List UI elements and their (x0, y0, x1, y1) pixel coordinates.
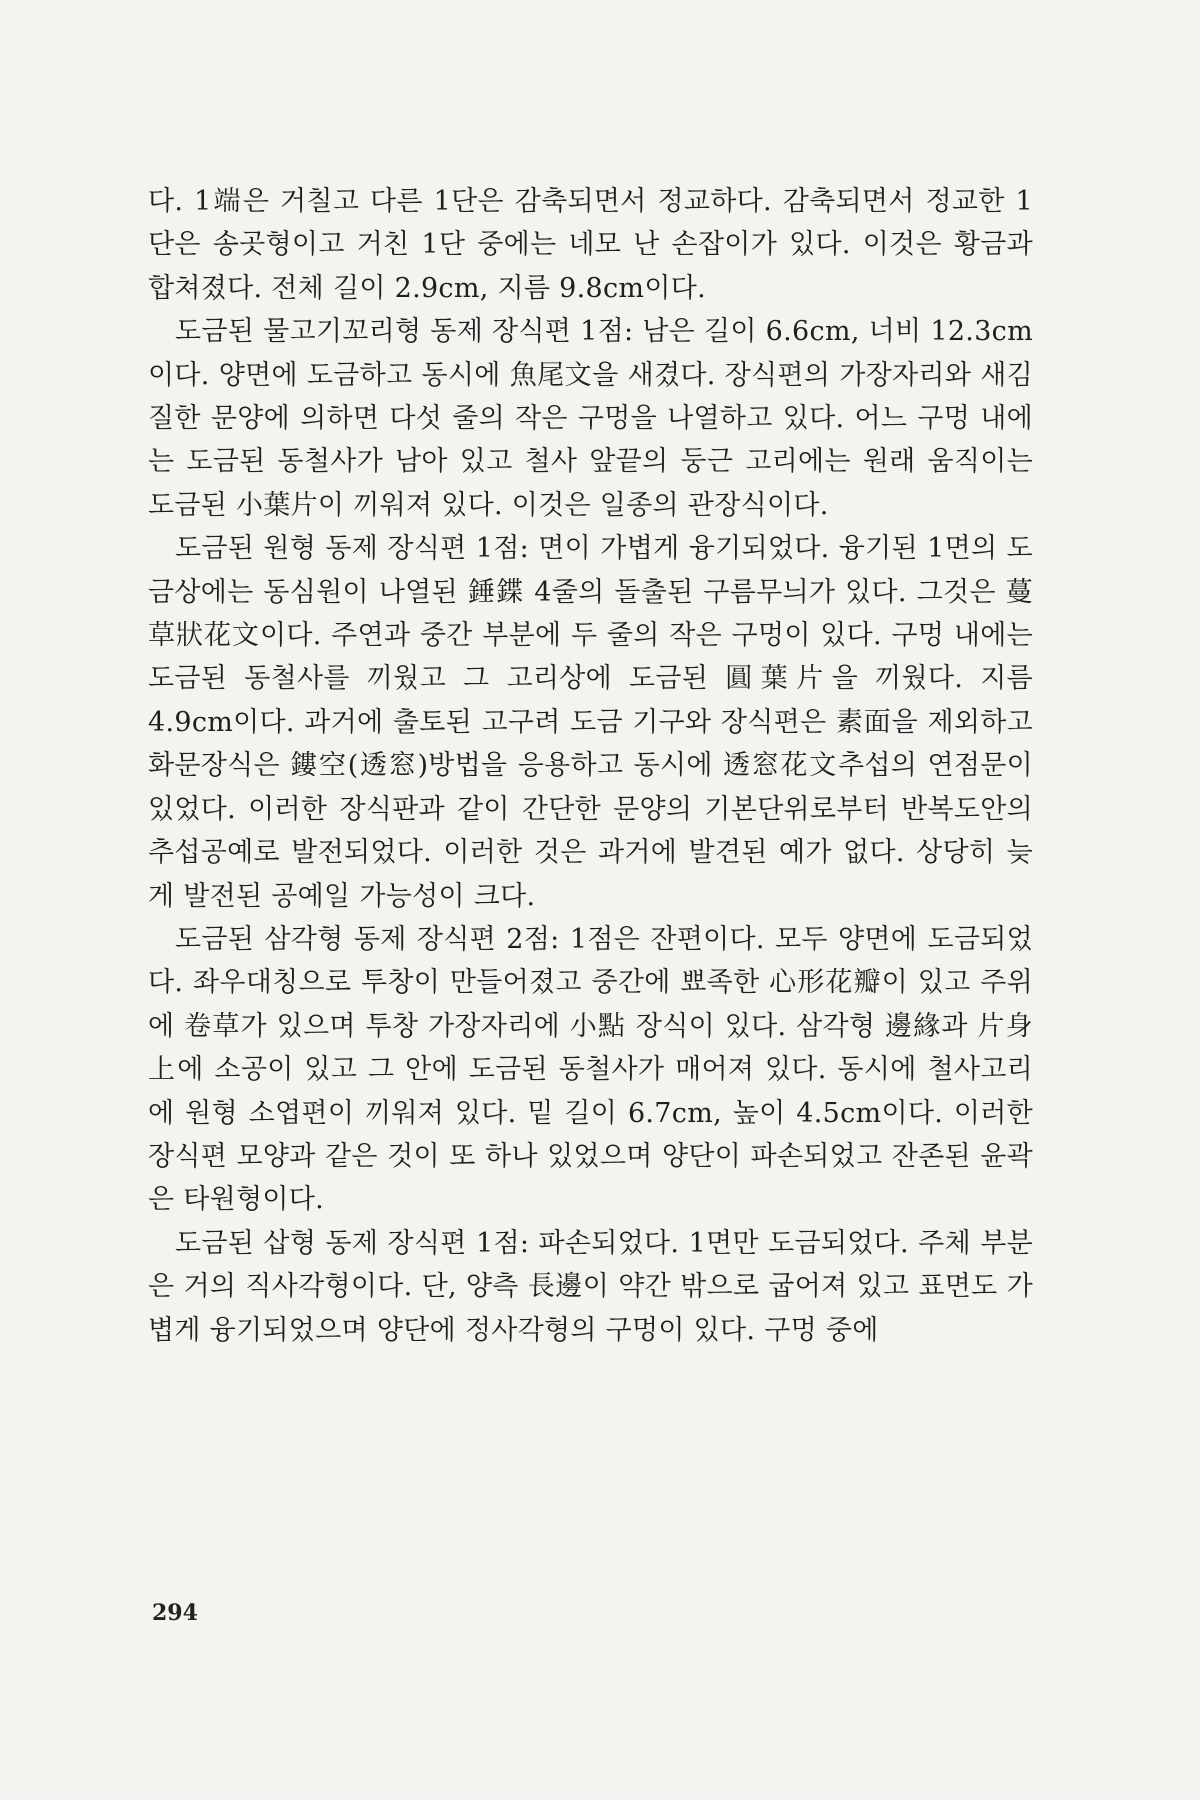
page-number: 294 (152, 1600, 198, 1626)
paragraph-5: 도금된 삽형 동제 장식편 1점: 파손되었다. 1면만 도금되었다. 주체 부분은 거의 직사각형이다. 단, 양측 長邊이 약간 밖으로 굽어져 있고 표면도 가볍게 융기되었으며 양단에 정사각형의 구멍이 있다. 구멍 중에 (148, 1227, 1033, 1346)
paragraph-1: 다. 1端은 거칠고 다른 1단은 감축되면서 정교하다. 감축되면서 정교한 1단은 송곳형이고 거친 1단 중에는 네모 난 손잡이가 있다. 이것은 황금과 합쳐졌다. 전체 길이 2.9cm, 지름 9.8cm이다. (148, 186, 1033, 304)
body-text (148, 180, 1033, 1352)
paragraph-4: 도금된 삼각형 동제 장식편 2점: 1점은 잔편이다. 모두 양면에 도금되었다. 좌우대칭으로 투창이 만들어졌고 중간에 뾰족한 心形花瓣이 있고 주위에 卷草가 있으며 투창 가장자리에 小點 장식이 있다. 삼각형 邊緣과 片身上에 소공이 있고 그 안에 도금된 동철사가 매어져 있다. 동시에 철사고리에 원형 소엽편이 끼워져 있다. 밑 길이 6.7cm, 높이 4.5cm이다. 이러한 장식편 모양과 같은 것이 또 하나 있었으며 양단이 파손되었고 잔존된 윤곽은 타원형이다. (148, 923, 1033, 1216)
paragraph-3: 도금된 원형 동제 장식편 1점: 면이 가볍게 융기되었다. 융기된 1면의 도금상에는 동심원이 나열된 錘鍱 4줄의 돌출된 구름무늬가 있다. 그것은 蔓草狀花文이다. 주연과 중간 부분에 두 줄의 작은 구멍이 있다. 구멍 내에는 도금된 동철사를 끼웠고 그 고리상에 도금된 圓葉片을 끼웠다. 지름 4.9cm이다. 과거에 출토된 고구려 도금 기구와 장식편은 素面을 제외하고 화문장식은 鏤空(透窓)방법을 응용하고 동시에 透窓花文추섭의 연점문이 있었다. 이러한 장식판과 같이 간단한 문양의 기본단위로부터 반복도안의 추섭공예로 발전되었다. 이러한 것은 과거에 발견된 예가 없다. 상당히 늦게 발전된 공예일 가능성이 크다. (148, 533, 1033, 912)
paragraph-2: 도금된 물고기꼬리형 동제 장식편 1점: 남은 길이 6.6cm, 너비 12.3cm이다. 양면에 도금하고 동시에 魚尾文을 새겼다. 장식편의 가장자리와 새김질한 문양에 의하면 다섯 줄의 작은 구멍을 나열하고 있다. 어느 구멍 내에는 도금된 동철사가 남아 있고 철사 앞끝의 둥근 고리에는 원래 움직이는 도금된 小葉片이 끼워져 있다. 이것은 일종의 관장식이다. (148, 316, 1033, 521)
